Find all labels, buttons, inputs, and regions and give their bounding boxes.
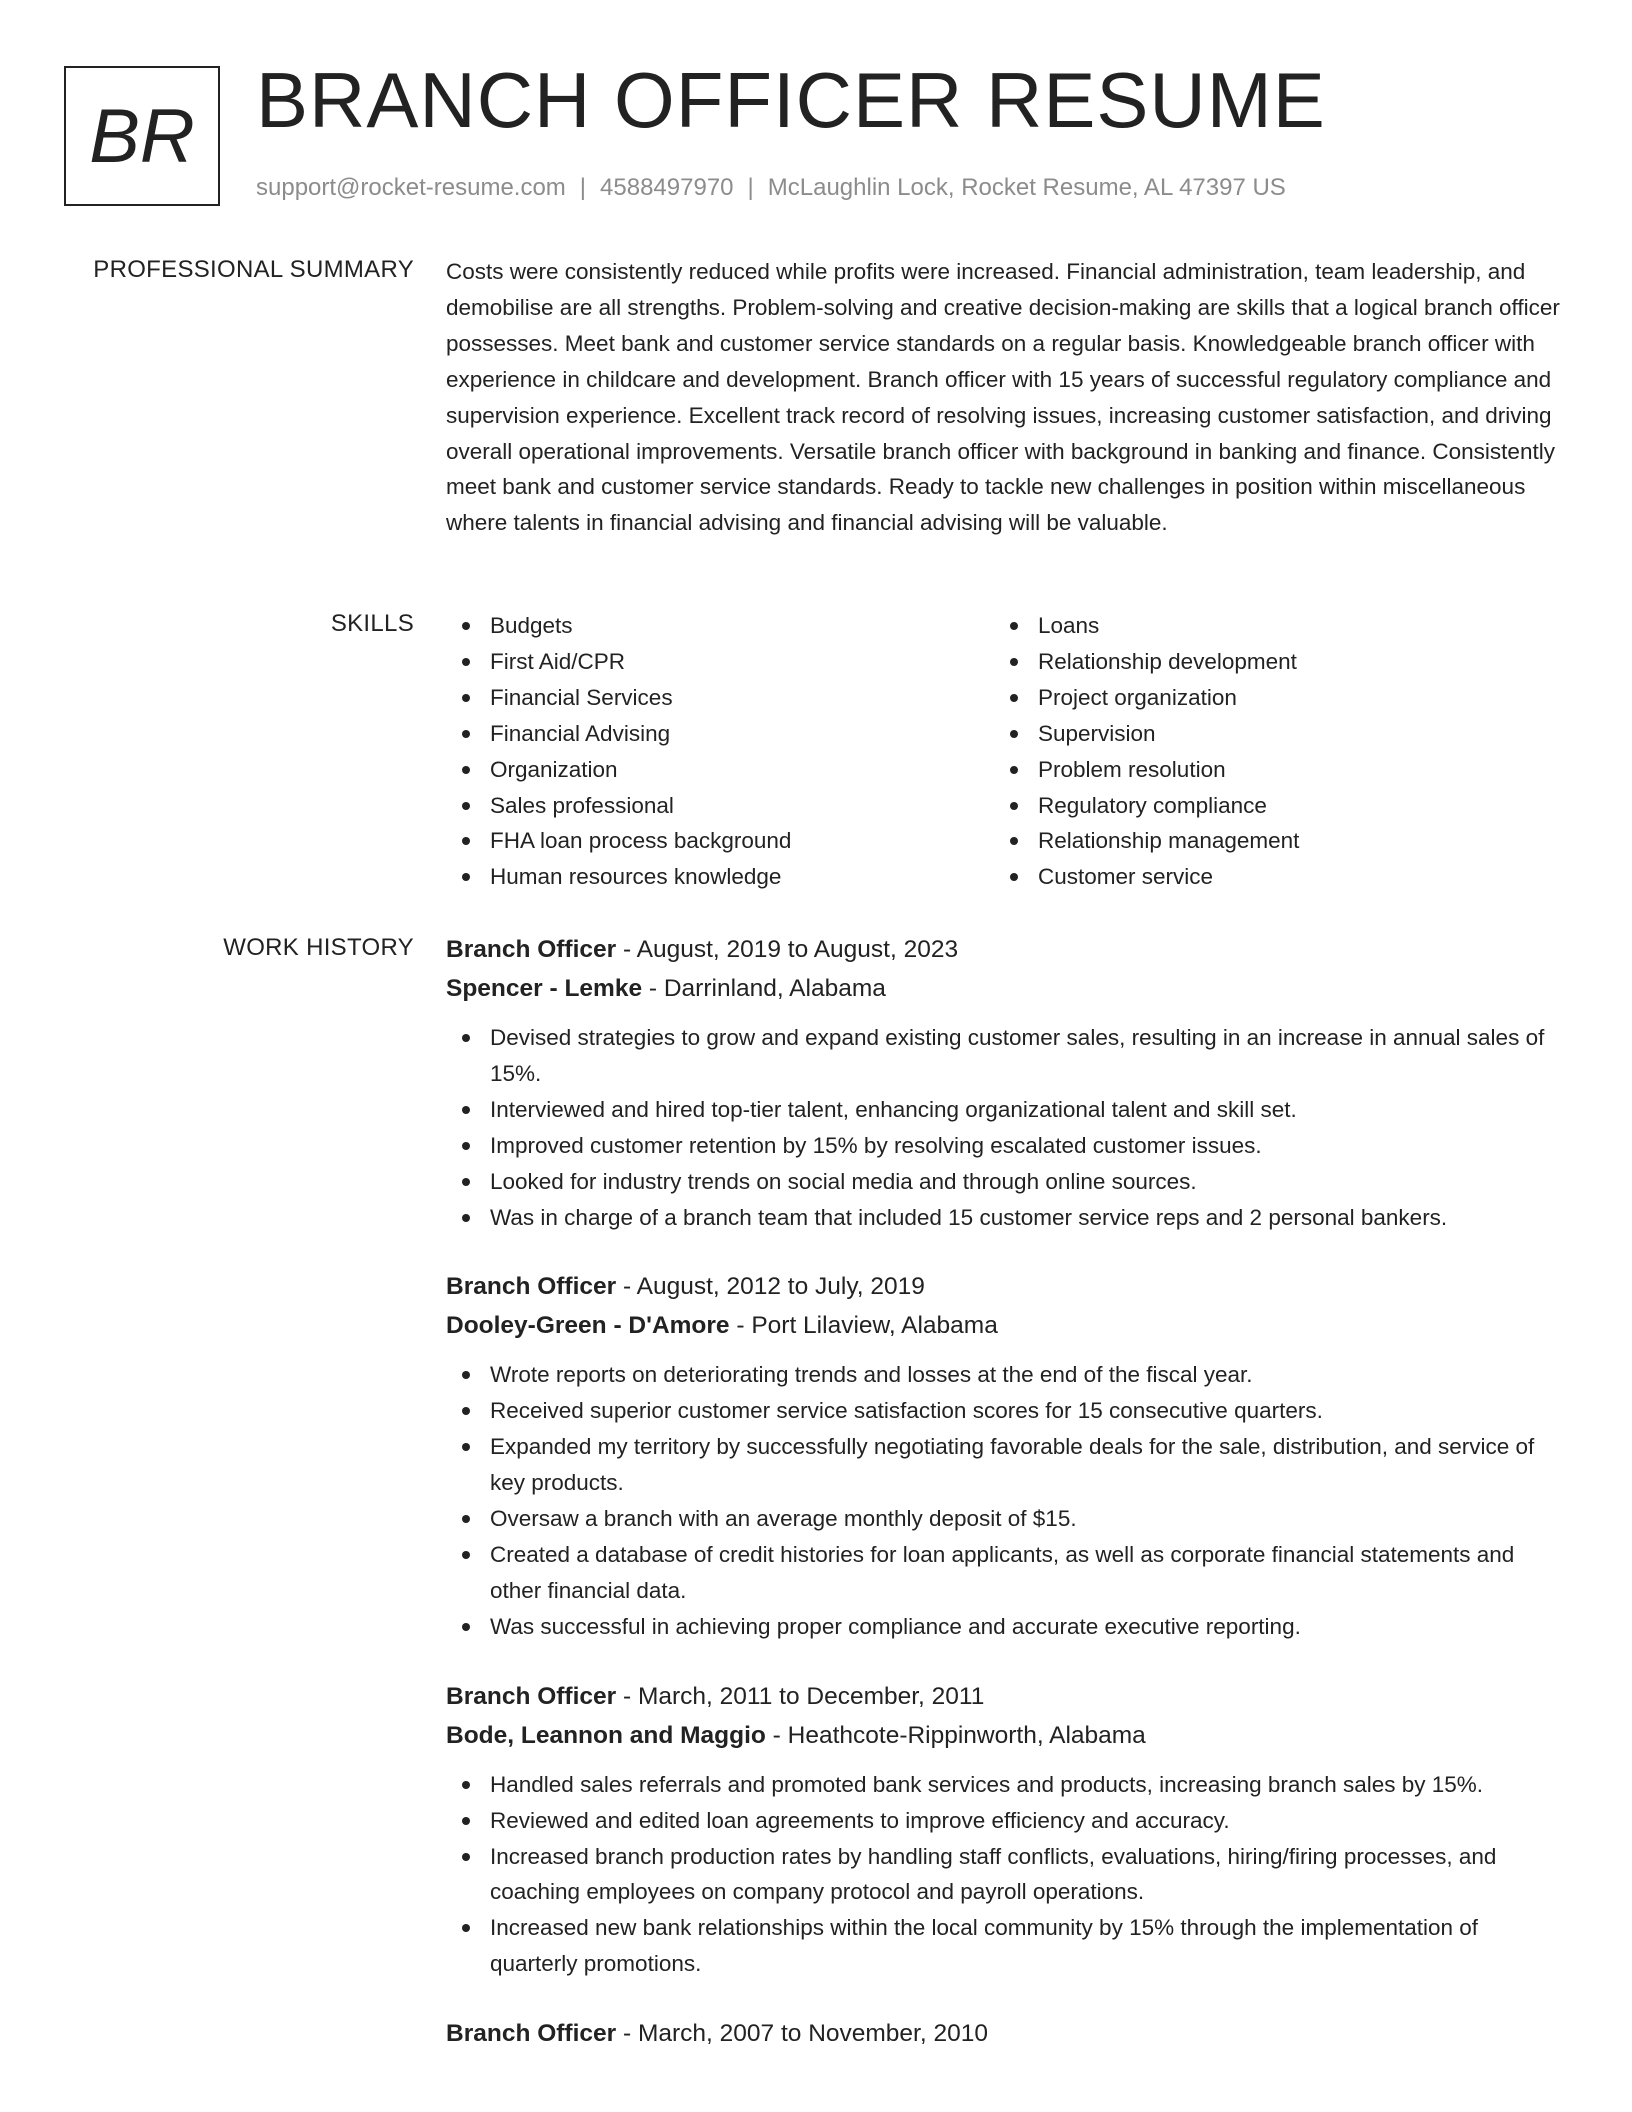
job-dates: - March, 2011 to December, 2011 (616, 1682, 985, 1710)
summary-text: Costs were consistently reduced while profits were increased. Financial administration, team leadership, and demobilise are all strengths. Problem-solving and creative decision-making are skills that a logical branch officer possesses. Meet bank and customer service standards on a regular basis. Knowledgeable branch officer with experience in childcare and development. Branch officer with 15 years of successful regulatory compliance and supervision experience. Excellent track record of resolving issues, increasing customer satisfaction, and driving overall operational improvements. Versatile branch officer with background in banking and finance. Consistently meet bank and customer service standards. Ready to tackle new challenges in position within miscellaneous where talents in financial advising and financial advising will be valuable. (446, 259, 1560, 536)
job-bullet: Created a database of credit histories for loan applicants, as well as corporate financial statements and other financial data. (446, 1537, 1562, 1609)
job-company: Bode, Leannon and Maggio (446, 1721, 766, 1749)
job-location: - Darrinland, Alabama (642, 975, 886, 1002)
skills-list (446, 608, 1562, 895)
skill-item: First Aid/CPR (446, 644, 994, 680)
monogram-logo: BR (64, 66, 220, 206)
skills-column-left (446, 608, 994, 895)
skill-item: Organization (446, 752, 994, 788)
contact-separator: | (747, 174, 754, 201)
work-history-body (446, 930, 1562, 2085)
job-entry (446, 1677, 1562, 1982)
skill-item: Budgets (446, 608, 994, 644)
section-heading-skills: SKILLS (330, 610, 414, 637)
skill-item: Problem resolution (994, 752, 1542, 788)
job-title: Branch Officer (446, 936, 617, 963)
contact-phone[interactable]: 4588497970 (600, 174, 734, 201)
page-title: BRANCH OFFICER RESUME (256, 56, 1326, 144)
job-location: - Port Lilaview, Alabama (729, 1312, 998, 1340)
job-company: Spencer - Lemke (446, 975, 643, 1002)
skill-item: Financial Services (446, 680, 994, 716)
job-company-line (446, 1306, 1562, 1345)
job-dates: - August, 2019 to August, 2023 (616, 936, 959, 963)
skill-item: Human resources knowledge (446, 859, 994, 895)
job-bullet: Wrote reports on deteriorating trends and losses at the end of the fiscal year. (446, 1357, 1562, 1393)
job-bullet: Was in charge of a branch team that included 15 customer service reps and 2 personal bankers. (446, 1200, 1562, 1236)
skill-item: FHA loan process background (446, 823, 994, 859)
section-heading-summary: PROFESSIONAL SUMMARY (93, 256, 414, 283)
job-title-line (446, 1677, 1562, 1716)
job-bullets (446, 1357, 1562, 1644)
job-company-line (446, 969, 1562, 1008)
skill-item: Loans (994, 608, 1542, 644)
job-bullet: Oversaw a branch with an average monthly deposit of $15. (446, 1501, 1562, 1537)
job-dates: - March, 2007 to November, 2010 (616, 2020, 988, 2048)
summary-body (446, 254, 1562, 541)
section-heading-work-history: WORK HISTORY (223, 934, 414, 961)
job-bullet: Increased new bank relationships within the local community by 15% through the implementation of quarterly promotions. (446, 1910, 1562, 1982)
job-location: - Heathcote-Rippinworth, Alabama (765, 1721, 1146, 1749)
contact-separator: | (579, 174, 587, 201)
job-title: Branch Officer (446, 1682, 617, 1710)
job-bullet: Expanded my territory by successfully negotiating favorable deals for the sale, distribution, and service of key products. (446, 1429, 1562, 1501)
contact-line (256, 174, 1286, 202)
job-title-line (446, 930, 1562, 969)
job-bullet: Devised strategies to grow and expand existing customer sales, resulting in an increase in annual sales of 15%. (446, 1020, 1562, 1092)
job-entry (446, 1267, 1562, 1644)
job-bullet: Improved customer retention by 15% by resolving escalated customer issues. (446, 1128, 1562, 1164)
skills-column-right (994, 608, 1542, 895)
contact-address: McLaughlin Lock, Rocket Resume, AL 47397 US (767, 174, 1286, 201)
job-company: Dooley-Green - D'Amore (446, 1312, 730, 1340)
skill-item: Relationship development (994, 644, 1542, 680)
job-bullets (446, 1767, 1562, 1982)
skill-item: Supervision (994, 716, 1542, 752)
job-title: Branch Officer (446, 1273, 617, 1301)
skill-item: Regulatory compliance (994, 788, 1542, 824)
job-bullet: Increased branch production rates by handling staff conflicts, evaluations, hiring/firing processes, and coaching employees on company protocol and payroll operations. (446, 1839, 1562, 1911)
job-bullet: Reviewed and edited loan agreements to improve efficiency and accuracy. (446, 1803, 1562, 1839)
skill-item: Relationship management (994, 823, 1542, 859)
job-bullet: Interviewed and hired top-tier talent, enhancing organizational talent and skill set. (446, 1092, 1562, 1128)
skill-item: Sales professional (446, 788, 994, 824)
job-entry (446, 2014, 1562, 2053)
job-bullet: Received superior customer service satisfaction scores for 15 consecutive quarters. (446, 1393, 1562, 1429)
job-company-line (446, 1716, 1562, 1755)
skill-item: Financial Advising (446, 716, 994, 752)
job-title-line (446, 2014, 1562, 2053)
job-entry (446, 930, 1562, 1235)
contact-email[interactable]: support@rocket-resume.com (256, 174, 566, 201)
job-dates: - August, 2012 to July, 2019 (616, 1273, 925, 1301)
skill-item: Project organization (994, 680, 1542, 716)
skill-item: Customer service (994, 859, 1542, 895)
job-title: Branch Officer (446, 2020, 617, 2048)
job-title-line (446, 1267, 1562, 1306)
job-bullets (446, 1020, 1562, 1235)
job-bullet: Handled sales referrals and promoted bank services and products, increasing branch sales by 15%. (446, 1767, 1562, 1803)
job-bullet: Looked for industry trends on social media and through online sources. (446, 1164, 1562, 1200)
job-bullet: Was successful in achieving proper compliance and accurate executive reporting. (446, 1609, 1562, 1645)
